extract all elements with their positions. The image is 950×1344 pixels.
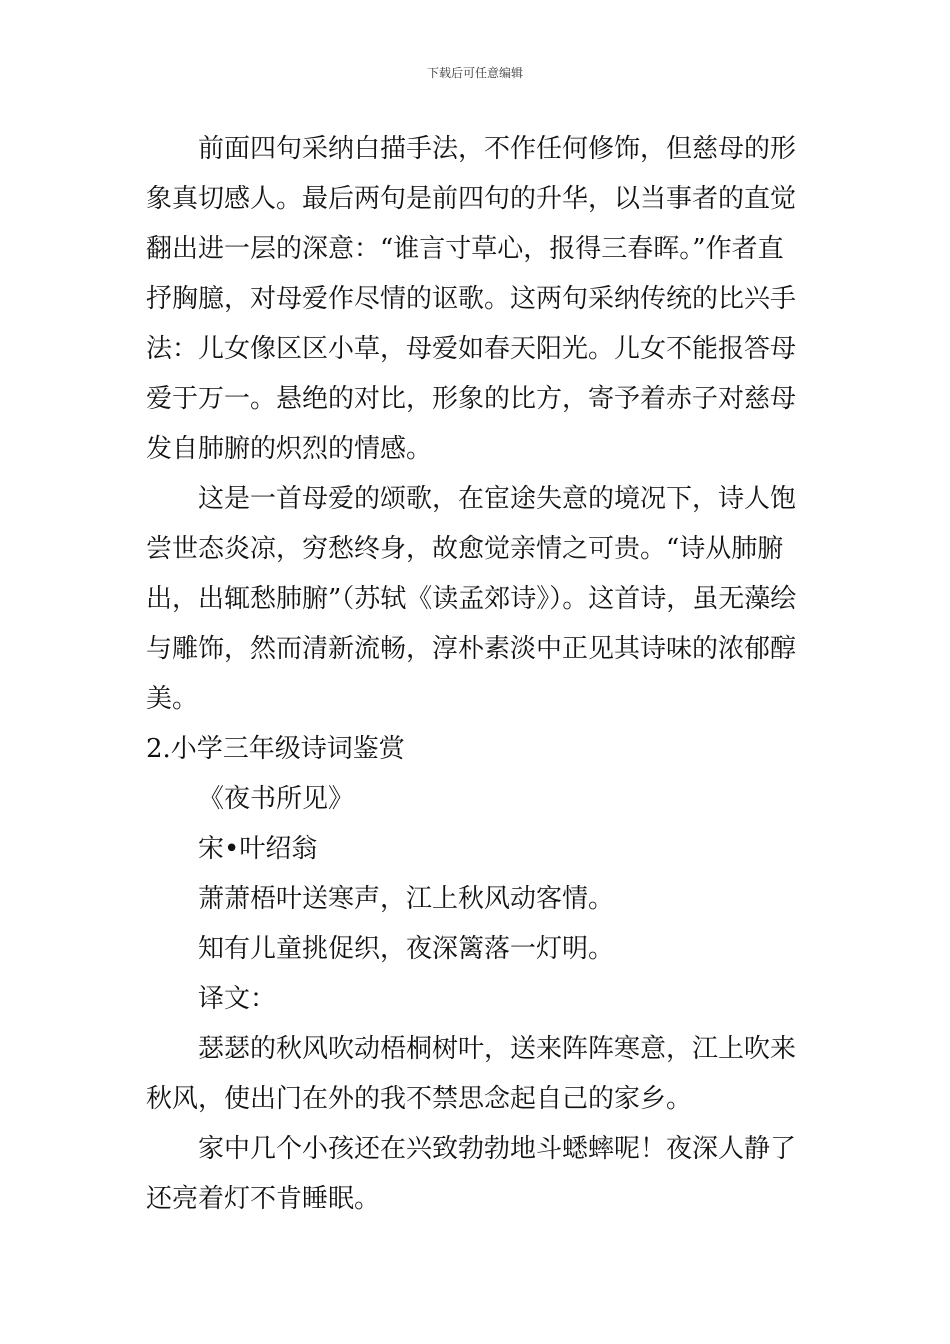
translation-paragraph-1: 瑟瑟的秋风吹动梧桐树叶，送来阵阵寒意，江上吹来秋风，使出门在外的我不禁思念起自己的家乡。: [146, 1034, 797, 1114]
document-body: [146, 124, 806, 1224]
translation-paragraph-2: 家中几个小孩还在兴致勃勃地斗蟋蟀呢！夜深人静了还亮着灯不肯睡眠。: [146, 1134, 797, 1214]
poem-author: 宋•叶绍翁: [198, 834, 318, 864]
paragraph-analysis-2: 这是一首母爱的颂歌，在宦途失意的境况下，诗人饱尝世态炎凉，穷愁终身，故愈觉亲情之可贵。“诗从肺腑出，出辄愁肺腑”（苏轼《读孟郊诗》）。这首诗，虽无藻绘与雕饰，然而清新流畅，淳朴素淡中正见其诗味的浓郁醇美。: [146, 484, 797, 714]
page-header: 下载后可任意编辑: [426, 66, 523, 80]
paragraph-analysis-1: 前面四句采纳白描手法，不作任何修饰，但慈母的形象真切感人。最后两句是前四句的升华，以当事者的直觉翻出进一层的深意：“谁言寸草心，报得三春晖。”作者直抒胸臆，对母爱作尽情的讴歌。这两句采纳传统的比兴手法：儿女像区区小草，母爱如春天阳光。儿女不能报答母爱于万一。悬绝的对比，形象的比方，寄予着赤子对慈母发自肺腑的炽烈的情感。: [146, 134, 797, 464]
poem-line-2: 知有儿童挑促织，夜深篱落一灯明。: [198, 934, 615, 964]
poem-line-1: 萧萧梧叶送寒声，江上秋风动客情。: [198, 884, 615, 914]
translation-label: 译文：: [198, 984, 277, 1014]
poem-title: 《夜书所见》: [198, 784, 355, 814]
section-heading: 2.小学三年级诗词鉴赏: [146, 734, 405, 764]
